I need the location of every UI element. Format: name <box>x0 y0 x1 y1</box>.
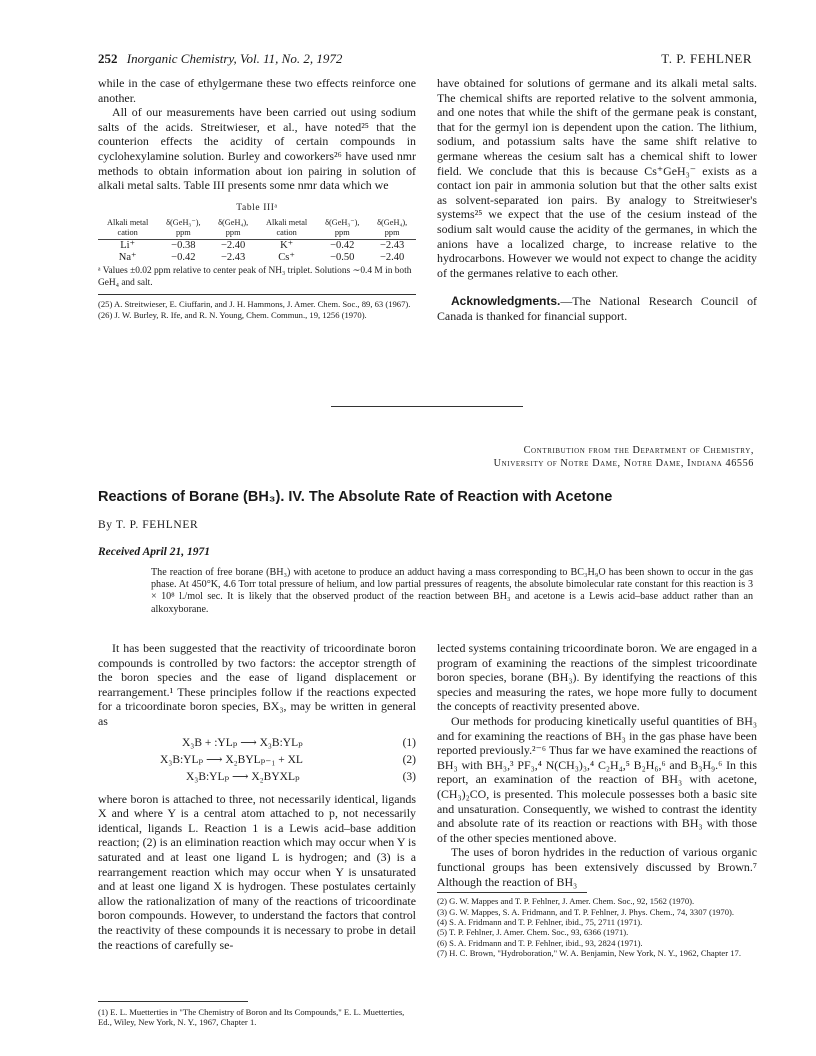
paragraph: have obtained for solutions of germane and its alkali metal salts. The chemical shifts are reported relative to the solvent ammonia, and one notes that while the shift of the germane peak is constant, that for the germyl ion is dependent upon the cation. The lithium, sodium, and potassium salts have the same shift relative to germane whereas the cesium salt has a chemical shift to lower field. We conclude that this is because Cs⁺GeH₃⁻ exists as a contact ion pair in ammonia solution but that the other salts exist as solvent-separated ion pairs. By analogy to Streitwieser's systems²⁵ we expect that the use of the cesium instead of the sodium salt would cause the acidity of the germanes, in which the anions have a localized charge, to increase relative to the hydrocarbons. However we would not expect to change the acidity of the germanes relative to each other. <box>437 76 757 280</box>
equation-number: (3) <box>402 770 416 783</box>
acknowledgments-heading: Acknowledgments. <box>451 294 561 309</box>
table-header-cell: δ(GeH₃⁻), ppm <box>157 218 209 240</box>
paragraph: Our methods for producing kinetically useful quantities of BH₃ and for examining the reactions of BH₃ in the gas phase have been reported previously.²⁻⁶ Thus far we have examined the reactions of BH₃ with BH₃,³ PF₃,⁴ N(CH₃)₃,⁴ C₂H₄,⁵ B₂H₆,⁶ and B₃H₉.⁶ In this report, an examination of the reaction of BH₃ with acetone, (CH₃)₂CO, is presented. This molecule possesses both a basic site and unsaturation. Consequently, we wished to contrast the identity and absolute rate of its reaction or reactions with BH₃ with those of the other species mentioned above. <box>437 713 757 845</box>
footnote-divider <box>98 294 416 295</box>
equation <box>98 752 416 769</box>
table-row <box>98 252 416 264</box>
author-byline: By T. P. FEHLNER <box>98 519 199 531</box>
equation <box>98 769 416 786</box>
table-footnote: ᵃ Values ±0.02 ppm relative to center peak of NH₃ triplet. Solutions ∼0.4 M in both GeH₄ and salt. <box>98 266 412 288</box>
footnote: (26) J. W. Burley, R. Ife, and R. N. Young, Chem. Commun., 19, 1256 (1970). <box>98 309 367 320</box>
table-cell: K⁺ <box>280 240 294 252</box>
left-column-top <box>98 76 416 320</box>
equation-expression: X₃B:YLₚ ⟶ X₂BYLₚ₋₁ + XL <box>160 753 303 766</box>
footnote: (2) G. W. Mappes and T. P. Fehlner, J. Amer. Chem. Soc., 92, 1562 (1970). <box>437 896 695 907</box>
footnote: (25) A. Streitwieser, E. Ciuffarin, and J. H. Hammons, J. Amer. Chem. Soc., 89, 63 (1967). <box>98 299 411 310</box>
footnote: (5) T. P. Fehlner, J. Amer. Chem. Soc., 93, 6366 (1971). <box>437 927 629 938</box>
equation-number: (2) <box>402 753 416 766</box>
footnote: (3) G. W. Mappes, S. A. Fridmann, and T. P. Fehlner, J. Phys. Chem., 74, 3307 (1970). <box>437 906 735 917</box>
article-separator <box>331 406 523 407</box>
page-number: 252 <box>98 51 118 66</box>
table-cell: −2.40 <box>221 240 246 252</box>
acknowledgments <box>437 294 757 323</box>
table-cell: −0.42 <box>171 252 196 264</box>
footnotes-right <box>437 896 757 958</box>
article-title: Reactions of Borane (BH₃). IV. The Absolute Rate of Reaction with Acetone <box>98 489 613 505</box>
table-header-cell: Alkali metal cation <box>257 218 316 240</box>
table-header-cell: δ(GeH₄), ppm <box>368 218 416 240</box>
contribution-affiliation <box>334 444 754 470</box>
footnote-divider <box>437 892 587 893</box>
equation-number: (1) <box>402 736 416 749</box>
paragraph: All of our measurements have been carried out using sodium salts of the acids. Streitwieser, et al., have noted²⁵ that the counterion effects the acidity of certain compounds in cyclohexylamine solution. Burley and coworkers²⁶ have used nmr methods to obtain information about ion pairing in solution of alkali metal salts. Table III presents some nmr data which we <box>98 105 416 193</box>
acknowledgments-text: —The National Research Council of Canada is thanked for financial support. <box>437 294 757 323</box>
received-date: Received April 21, 1971 <box>98 546 210 558</box>
paragraph: It has been suggested that the reactivity of tricoordinate boron compounds is controlled by two factors: the acceptor strength of the boron species and the ease of ligand displacement or rearrangement.¹ These principles follow if the reactions expected for a tricoordinate boron species, BX₃, may be written in general as <box>98 641 416 728</box>
paragraph: lected systems containing tricoordinate boron. We are engaged in a program of examining the reactions of the simplest tricoordinate boron species, borane (BH₃). By identifying the reactions of this species and measuring the rates, we hope more fully to document the concepts of reactivity presented above. <box>437 641 757 714</box>
table-row <box>98 240 416 253</box>
contribution-line: Contribution from the Department of Chemistry, <box>523 445 754 456</box>
table-title: Table IIIᵃ <box>236 202 278 213</box>
paragraph: while in the case of ethylgermane these two effects reinforce one another. <box>98 76 416 105</box>
table-cell: −2.43 <box>221 252 246 264</box>
footnote: (7) H. C. Brown, "Hydroboration," W. A. Benjamin, New York, N. Y., 1962, Chapter 17. <box>437 948 741 959</box>
equation-expression: X₃B + :YLₚ ⟶ X₃B:YLₚ <box>182 736 303 749</box>
table-header-cell: δ(GeH₄), ppm <box>209 218 257 240</box>
contribution-line: University of Notre Dame, Notre Dame, Indiana 46556 <box>493 458 754 469</box>
footnote: (6) S. A. Fridmann and T. P. Fehlner, ibid., 93, 2824 (1971). <box>437 937 643 948</box>
footnote: (4) S. A. Fridmann and T. P. Fehlner, ibid., 75, 2711 (1971). <box>437 916 643 927</box>
paragraph: where boron is attached to three, not necessarily identical, ligands X and where Y is a central atom attached to p, not necessarily identical, ligands L. Reaction 1 is a Lewis acid–base addition reaction; (2) is an elimination reaction which may occur when Y is saturated and at least one ligand L is hydrogen; and (3) is a rearrangement reaction which may occur when Y is unsaturated and at least one ligand X is hydrogen. These postulates certainly allow the rationalization of many of the reactions of tricoordinate boron compounds. However, to understand the factors that control the reactivity of these compounds it is necessary to probe in detail the reactions of carefully se- <box>98 791 416 952</box>
equation-block <box>98 735 416 786</box>
footnote: (1) E. L. Muetterties in "The Chemistry of Boron and Its Compounds," E. L. Muetterties, Ed., Wiley, New York, N. Y., 1967, Chapter 1. <box>98 1007 405 1028</box>
running-header-left <box>98 51 342 67</box>
table-cell: −2.43 <box>380 240 405 252</box>
journal-citation: Inorganic Chemistry, Vol. 11, No. 2, 1972 <box>126 51 343 66</box>
table-header-cell: δ(GeH₃⁻), ppm <box>316 218 368 240</box>
table-cell: −2.40 <box>380 252 405 264</box>
table-cell: Na⁺ <box>118 252 137 264</box>
footnotes-left-top <box>98 299 416 320</box>
right-column-top <box>437 76 757 324</box>
running-header-author: T. P. FEHLNER <box>661 51 752 66</box>
body-right-column <box>437 641 757 959</box>
table-cell: Li⁺ <box>120 240 136 252</box>
table-cell: −0.38 <box>171 240 196 252</box>
equation-expression: X₃B:YLₚ ⟶ X₂BYXLₚ <box>186 770 300 783</box>
table-cell: Cs⁺ <box>278 252 295 264</box>
equation <box>98 735 416 752</box>
abstract: The reaction of free borane (BH₃) with acetone to produce an adduct having a mass corresponding to BC₃H₉O has been shown to occur in the gas phase. At 450°K, 4.6 Torr total pressure of helium, and low partial pressures of reagents, the absolute bimolecular rate constant for this reaction is 3 × 10⁸ l./mol sec. It is likely that the observed product of the reaction between BH₃ and acetone is a Lewis acid–base adduct rather than an alkoxyborane. <box>151 567 753 615</box>
nmr-data-table <box>98 218 416 264</box>
body-left-column <box>98 641 416 952</box>
paragraph: The uses of boron hydrides in the reduction of various organic functional groups has been extensively discussed by Brown.⁷ Although the reaction of BH₃ <box>437 845 757 889</box>
footnote-divider <box>98 1001 248 1002</box>
table-cell: −0.42 <box>330 240 355 252</box>
table-header-cell: Alkali metal cation <box>98 218 157 240</box>
table-cell: −0.50 <box>330 252 355 264</box>
